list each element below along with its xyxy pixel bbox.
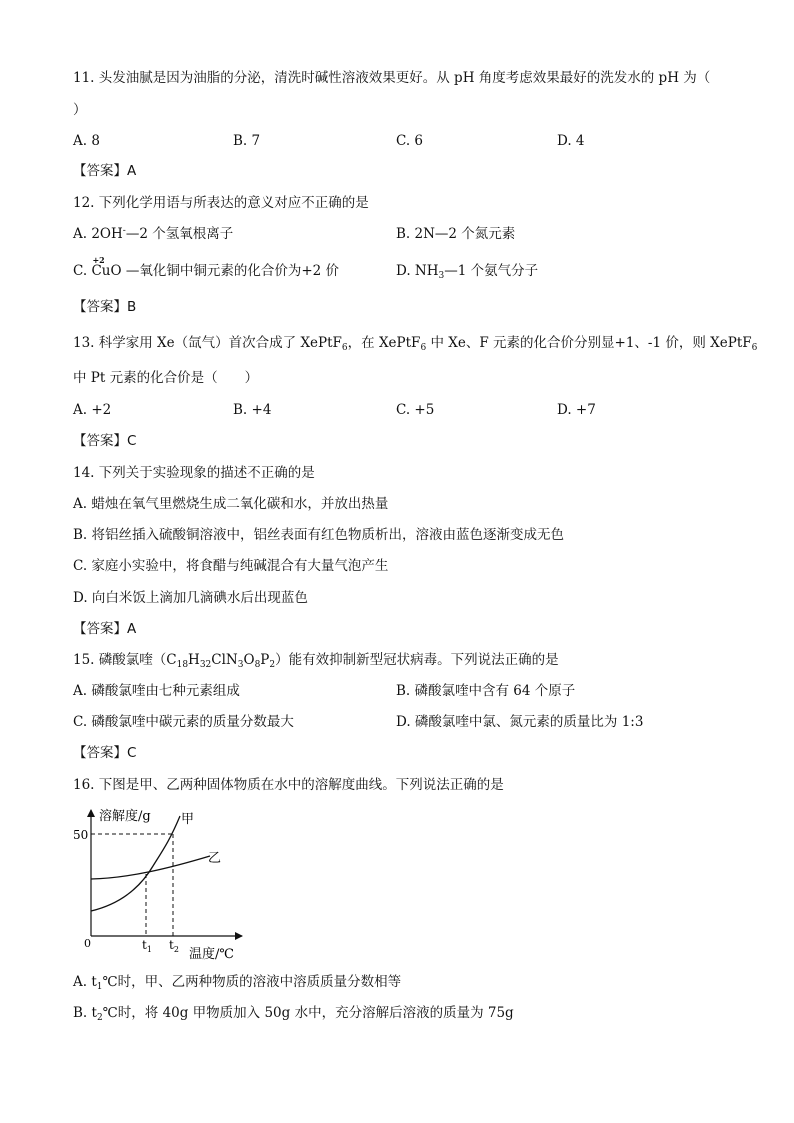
t: t: [142, 938, 147, 952]
text: 13. 科学家用 Xe（氙气）首次合成了 XePtF: [73, 335, 342, 351]
q12-option-a: [73, 225, 233, 243]
answer-label: 【答案】: [73, 745, 127, 761]
answer-value: A: [127, 163, 137, 179]
q14-option-b: B. 将铝丝插入硫酸铜溶液中，铝丝表面有红色物质析出，溶液由蓝色逐渐变成无色: [73, 527, 565, 543]
y-axis-label: 溶解度/g: [99, 809, 151, 824]
text: A. 2OH: [73, 226, 123, 242]
x-axis-label: 温度/℃: [189, 947, 234, 962]
text: 中 Xe、F 元素的化合价分别显+1、-1 价，则 XePtF: [426, 335, 752, 351]
text: H: [188, 652, 200, 668]
q13-option-d: D. +7: [557, 402, 596, 418]
q11-option-d: D. 4: [557, 133, 585, 149]
curve-label-yi: 乙: [208, 851, 222, 866]
text: ℃时，甲、乙两种物质的溶液中溶质质量分数相等: [102, 974, 402, 990]
q12-stem: 12. 下列化学用语与所表达的意义对应不正确的是: [73, 195, 369, 211]
q16-option-b: [73, 1004, 514, 1022]
q11-stem: 11. 头发油腻是因为油脂的分泌，清洗时碱性溶液效果更好。从 pH 角度考虑效果最好的洗发水的 pH 为（: [73, 70, 711, 86]
answer-label: 【答案】: [73, 433, 127, 449]
text: —2 个氢氧根离子: [125, 226, 234, 242]
answer-value: A: [127, 621, 137, 637]
q14-stem: 14. 下列关于实验现象的描述不正确的是: [73, 465, 315, 481]
solubility-curve-graph: [60, 796, 260, 966]
x-tick-t1: [142, 938, 152, 954]
subscript: 6: [751, 343, 758, 353]
subscript: 3: [438, 271, 445, 281]
q15-stem: [73, 651, 559, 669]
text: —1 个氨气分子: [444, 263, 539, 279]
q13-stem-end: 中 Pt 元素的化合价是（ ）: [73, 370, 259, 386]
q13-option-b: B. +4: [233, 402, 272, 418]
q14-option-c: C. 家庭小实验中，将食醋与纯碱混合有大量气泡产生: [73, 558, 389, 574]
curve-yi: [91, 856, 210, 879]
subscript: 1: [146, 945, 152, 954]
q15-option-b: B. 磷酸氯喹中含有 64 个原子: [396, 683, 576, 699]
q11-answer: [73, 162, 136, 180]
origin-label: 0: [84, 937, 91, 950]
q14-option-a: A. 蜡烛在氧气里燃烧生成二氧化碳和水，并放出热量: [73, 496, 389, 512]
text: D. NH: [396, 263, 439, 279]
q15-answer: [73, 744, 136, 762]
y-tick-50: 50: [73, 828, 89, 842]
answer-label: 【答案】: [73, 299, 127, 315]
q11-option-c: C. 6: [396, 133, 424, 149]
answer-label: 【答案】: [73, 621, 127, 637]
subscript: 18: [176, 660, 189, 670]
q15-option-a: A. 磷酸氯喹由七种元素组成: [73, 683, 240, 699]
q12-option-d: [396, 262, 538, 280]
q14-answer: [73, 620, 136, 638]
curve-label-jia: 甲: [181, 812, 195, 827]
q11-option-b: B. 7: [233, 133, 261, 149]
text: P: [260, 652, 270, 668]
q16-stem: 16. 下图是甲、乙两种固体物质在水中的溶解度曲线。下列说法正确的是: [73, 777, 504, 793]
subscript: 8: [254, 660, 261, 670]
subscript: 1: [96, 982, 103, 992]
q13-stem: [73, 334, 757, 352]
x-tick-t2: [169, 938, 179, 954]
q13-option-a: A. +2: [73, 402, 112, 418]
subscript: 6: [341, 343, 348, 353]
answer-value: C: [127, 745, 137, 761]
subscript: 6: [420, 343, 427, 353]
q11-option-a: A. 8: [73, 133, 100, 149]
text: O: [243, 652, 255, 668]
subscript: 32: [199, 660, 212, 670]
q15-option-c: C. 磷酸氯喹中碳元素的质量分数最大: [73, 714, 294, 730]
text: ℃时，将 40g 甲物质加入 50g 水中，充分溶解后溶液的质量为 75g: [102, 1005, 514, 1021]
q13-answer: [73, 432, 136, 450]
subscript: 2: [269, 660, 276, 670]
text: —氧化铜中铜元素的化合价为+2 价: [125, 263, 340, 279]
superscript: -: [122, 226, 126, 236]
text: ClN: [211, 652, 238, 668]
q15-option-d: D. 磷酸氯喹中氯、氮元素的质量比为 1:3: [396, 714, 644, 730]
subscript: 3: [237, 660, 244, 670]
q14-option-d: D. 向白米饭上滴加几滴碘水后出现蓝色: [73, 590, 308, 606]
formula: CuO: [91, 263, 122, 279]
subscript: 2: [96, 1013, 103, 1023]
q12-answer: [73, 298, 136, 316]
q13-option-c: C. +5: [396, 402, 435, 418]
q16-option-a: [73, 973, 401, 991]
subscript: 2: [173, 945, 179, 954]
answer-value: C: [127, 433, 137, 449]
text: C.: [73, 263, 88, 279]
answer-label: 【答案】: [73, 163, 127, 179]
text: 15. 磷酸氯喹（C: [73, 652, 177, 668]
text: A. t: [73, 974, 97, 990]
q12-option-b: B. 2N—2 个氮元素: [396, 226, 516, 242]
curve-jia: [91, 816, 180, 911]
text: ，在 XePtF: [347, 335, 421, 351]
text: B. t: [73, 1005, 97, 1021]
q11-stem-end: ）: [73, 102, 87, 118]
cuo-formula: [91, 255, 122, 280]
t: t: [169, 938, 174, 952]
valence-mark: +2: [92, 255, 105, 265]
text: ）能有效抑制新型冠状病毒。下列说法正确的是: [275, 652, 559, 668]
answer-value: B: [127, 299, 137, 315]
q12-option-c: [73, 255, 340, 280]
